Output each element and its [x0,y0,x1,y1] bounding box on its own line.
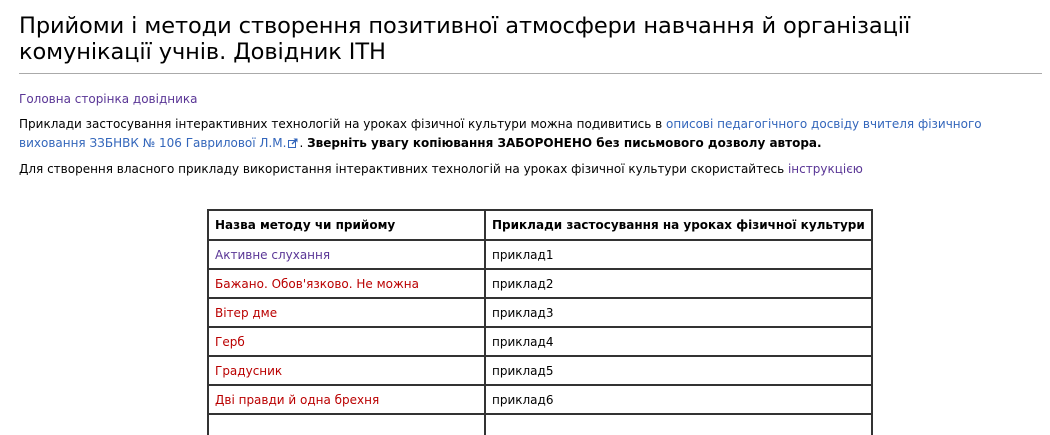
method-cell [208,414,485,435]
method-cell [208,240,485,269]
table-row [208,269,872,298]
instructions-link[interactable]: інструкцією [787,162,863,176]
table-row [208,327,872,356]
example-cell: приклад6 [485,385,872,414]
example-cell [485,414,872,435]
table-row [208,298,872,327]
example-cell: приклад3 [485,298,872,327]
example-cell: приклад5 [485,356,872,385]
intro-paragraph [19,115,1029,153]
table-header-row [208,210,872,240]
method-cell [208,298,485,327]
page-title: Прийоми і методи створення позитивної атмосфери навчання й організації комунікації учнів. Довідник ІТН [19,13,911,65]
column-header-examples: Приклади застосування на уроках фізичної культури [485,210,872,240]
example-cell: приклад4 [485,327,872,356]
table-body [208,240,872,435]
experience-description-link-text: описові педагогічного досвіду вчителя фізичного виховання ЗЗБНВК № 106 Гаврилової Л.М. [19,117,982,150]
method-link[interactable]: Герб [215,334,245,349]
instructions-paragraph [19,160,1029,179]
method-link[interactable]: Вітер дме [215,305,278,320]
method-cell [208,327,485,356]
table-row [208,356,872,385]
title-divider [19,73,1042,74]
method-link[interactable]: Активне слухання [215,247,331,262]
intro-separator: . [299,136,308,150]
method-cell [208,385,485,414]
external-link-icon [288,138,298,148]
intro-text: Приклади застосування інтерактивних технологій на уроках фізичної культури можна подивитись в [19,117,666,131]
method-link[interactable]: Дві правди й одна брехня [215,392,380,407]
table-row [208,414,872,435]
method-cell [208,356,485,385]
example-cell: приклад2 [485,269,872,298]
instructions-text: Для створення власного прикладу використання інтерактивних технологій на уроках фізичної культури скористайтесь [19,162,788,176]
method-link[interactable]: Градусник [215,363,283,378]
home-paragraph [19,90,1029,109]
method-cell [208,269,485,298]
column-header-method: Назва методу чи прийому [208,210,485,240]
example-cell: приклад1 [485,240,872,269]
table-row [208,240,872,269]
home-link[interactable]: Головна сторінка довідника [19,92,198,106]
copy-warning: Зверніть увагу копіювання ЗАБОРОНЕНО без письмового дозволу автора. [307,136,822,150]
methods-table [207,209,873,435]
method-link[interactable]: Бажано. Обов'язково. Не можна [215,276,419,291]
table-row [208,385,872,414]
